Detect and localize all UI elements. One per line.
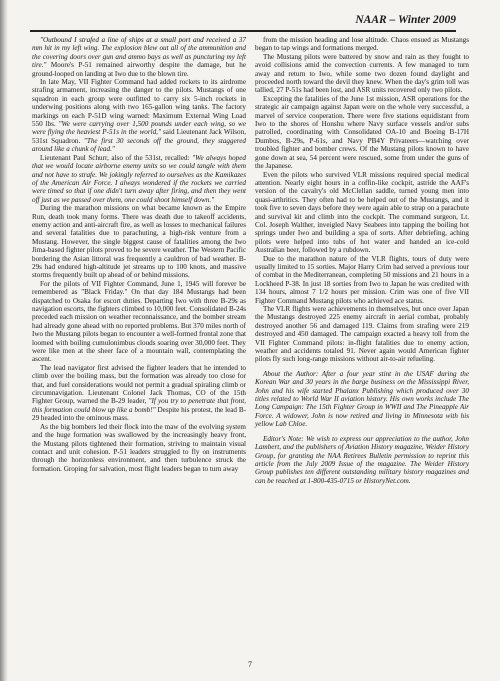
body-text: Moore's P-51 remained airworthy despite the damage, but he ground-looped on landing at Iwo due to the blown tire. — [32, 61, 246, 78]
body-text: The lead navigator first advised the fighter leaders that he intended to climb over the boiling mass, but the formation was already too close for that, and fuel considerations would not permit a gradual spiraling climb or circumnavigation. Lieutenant Colonel Jack Thomas, CO of the 15th Fighter Group, warned the B-29 leader, — [32, 363, 246, 406]
body-text: During the marathon missions on what became known as the Empire Run, death took many forms. There was death due to takeoff accidents, enemy action and anti-aircraft fire, as well as losses to mechanical failures and several fatalities due to parachuting, a high-risk venture from a Mustang. However, the single biggest cause of fatalities among the Iwo Jima-based fighter pilots proved to be severe weather. The Western Pacific bordering the Asian littoral was frequently a cauldron of bad weather. B-29s had endured high-altitude jet streams up to 100 knots, and massive storms frequently built up ahead of or behind missions. — [32, 204, 246, 280]
italic-text: "Outbound I strafed a line of ships at a small port and received a 37 mm hit in my left wing. The explosion blew out all of the ammunition and the covering doors over gun and ammo bays as well as puncturing my left tire." — [32, 36, 246, 70]
paragraph — [255, 95, 469, 171]
italic-text: "The first 30 seconds off the ground, they staggered around like a chunk of lead." — [32, 136, 246, 154]
italic-text: Editor's Note: We wish to express our appreciation to the author, John Lambert, and the publishers of Aviation History magazine, Weider History Group, for granting the NAA Retirees Bulletin permission to reprint this article from the July 2009 Issue of the magazine. The Weider History Group publishes ten different outstanding military history magazines and can be reached at 1-800-435-0715 or HistoryNet.com. — [255, 434, 469, 485]
right-column — [255, 36, 469, 485]
header-rule — [30, 30, 456, 32]
body-text: The VLR flights were achievements in themselves, but once over Japan the Mustangs destroyed 225 enemy aircraft in aerial combat, probably destroyed another 56 and damaged 119. Claims from strafing were 219 destroyed and 450 damaged. The campaign exacted a heavy toll from the VII Fighter Command pilots: in-flight fatalities due to enemy action, weather and accidents totaled 91. Never again would American fighter pilots fly such long-range missions without air-to-air refueling. — [255, 305, 469, 364]
italic-text: "We were carrying over 1,500 pounds under each wing, so we were flying the heaviest P-51s in the world," — [32, 120, 246, 137]
paragraph — [32, 280, 246, 364]
left-column — [32, 36, 246, 473]
paragraph — [255, 171, 469, 255]
body-text: In late May, VII Fighter Command had added rockets to its airdrome strafing armament, increasing the danger to the pilots. Mustangs of one squadron in each group were outfitted to carry six 5-inch rockets in underwing positions along with two 165-gallon wing tanks. The factory markings on each P-51D wing warned: Maximum External Wing Load 550 lbs. — [32, 78, 246, 129]
body-text: said Lieutenant Jack Wilson, 531st Squadron. — [32, 128, 246, 145]
body-text: Lieutenant Paul Schurr, also of the 531st, recalled: — [40, 153, 193, 162]
italic-text: "We always hoped that we would locate airborne enemy units so we could tangle with them and not have to strafe. We jokingly referred to ourselves as the Kamikazes of the American Air Force. I always wondered if the rockets we carried were timed so that if one didn't turn away after firing, and then they went off just as we passed over them, one could shoot himself down." — [32, 153, 246, 204]
paragraph — [32, 204, 246, 280]
paragraph — [255, 370, 469, 429]
page-number: 7 — [248, 660, 252, 669]
paragraph — [255, 255, 469, 305]
paragraph — [255, 305, 469, 364]
paragraph — [32, 423, 246, 473]
paragraph — [32, 36, 246, 78]
italic-text: About the Author: After a four year stint in the USAF during the Korean War and 30 years in the barge business on the Mississippi River, John and his wife started Phalanx Publishing which produced over 30 titles related to World War II aviation history. His own works include The Long Campaign: The 15th Fighter Group in WWII and The Pineapple Air Force. A widower, John is now retired and living in Minnesota with his yellow Lab Chloe. — [255, 369, 469, 429]
body-text: As the big bombers led their flock into the maw of the evolving system and the huge formation was swallowed by the increasingly heavy front, the Mustang pilots tightened their formation, striving to maintain visual contact and unit cohesion. P-51 leaders struggled to fly on instruments through the horizonless environment, and then turbulence struck the formation. Groping for salvation, most flight leaders began to turn away — [32, 422, 246, 473]
body-text: Despite his protest, the lead B-29 headed into the ominous mass. — [32, 405, 246, 423]
paragraph — [32, 154, 246, 204]
body-text: Due to the marathon nature of the VLR flights, tours of duty were usually limited to 15 sorties. Major Harry Crim had served a previous tour of combat in the Mediterranean, completing 50 missions and 21 hours in a Lockheed P-38. In just 18 sorties from Iwo to Japan he was credited with 134 hours, almost 7 1/2 hours per mission. Crim was one of five VII Fighter Command Mustang pilots who achieved ace status. — [255, 254, 469, 305]
body-text: For the pilots of VII Fighter Command, June 1, 1945 will forever be remembered as "Black Friday." On that day 184 Mustangs had been dispatched to Osaka for escort duties. Departing Iwo with three B-29s as navigation escorts, the fighters climbed to 10,000 feet. Consolidated B-24s preceded each mission on weather reconnaissance, and the bomber stream had already gone ahead with no reported problems. But 370 miles north of Iwo the Mustang pilots began to encounter a well-formed frontal zone that loomed with boiling cumulonimbus clouds soaring over 30,000 feet. They were like men at the sheer face of a mountain wall, contemplating the ascent. — [32, 279, 246, 364]
scan-edge-shadow — [0, 0, 8, 681]
paragraph — [255, 53, 469, 95]
paragraph — [32, 78, 246, 154]
paragraph — [255, 435, 469, 485]
paragraph — [255, 36, 469, 53]
body-text: The Mustang pilots were battered by snow and rain as they fought to avoid collisions amid the convection currents. A few managed to turn away and return to Iwo, while some two dozen found daylight and proceeded north toward the devil they knew. When the day's grim toll was tallied, 27 P-51s had been lost, and ASR units recovered only two pilots. — [255, 52, 469, 95]
italic-text: "If you try to penetrate that front, this formation could blow up like a bomb!" — [32, 397, 246, 414]
body-text: Even the pilots who survived VLR missions required special medical attention. Nearly eight hours in a coffin-like cockpit, astride the AAF's version of the cavalry's old McClellan saddle, turned young men into quasi-arthritics. They often had to be helped out of the Mustangs, and it took five to seven days before they were again able to strap on a parachute and survival kit and climb into the cockpit. The command surgeon, Lt. Col. Joseph Walther, inveigled Navy Seabees into tapping the boiling hot springs under Iwo and building a spa of sorts. After debriefing, aching pilots were helped into tubs of hot water and handed an ice-cold Australian beer, followed by a rubdown. — [255, 170, 469, 255]
body-text: from the mission heading and lose altitude. Chaos ensued as Mustangs began to tap wings and formations merged. — [255, 36, 469, 53]
body-text: Excepting the fatalities of the June 1st mission, ASR operations for the strategic air campaign against Japan were on the whole very successful, a marvel of service cooperation. There were five stations equidistant from Iwo to the shores of Honshu where Navy surface vessels and/or subs patrolled, coordinating with Consolidated OA-10 and Boeing B-17H Dumbos, B-29s, P-61s, and Navy PB4Y Privateers—watching over troubled fighter and bomber crews. Of the Mustang pilots known to have gone down at sea, 54 percent were rescued, some from under the guns of the Japanese. — [255, 94, 469, 171]
paragraph — [32, 364, 246, 423]
running-header: NAAR – Winter 2009 — [355, 14, 456, 26]
